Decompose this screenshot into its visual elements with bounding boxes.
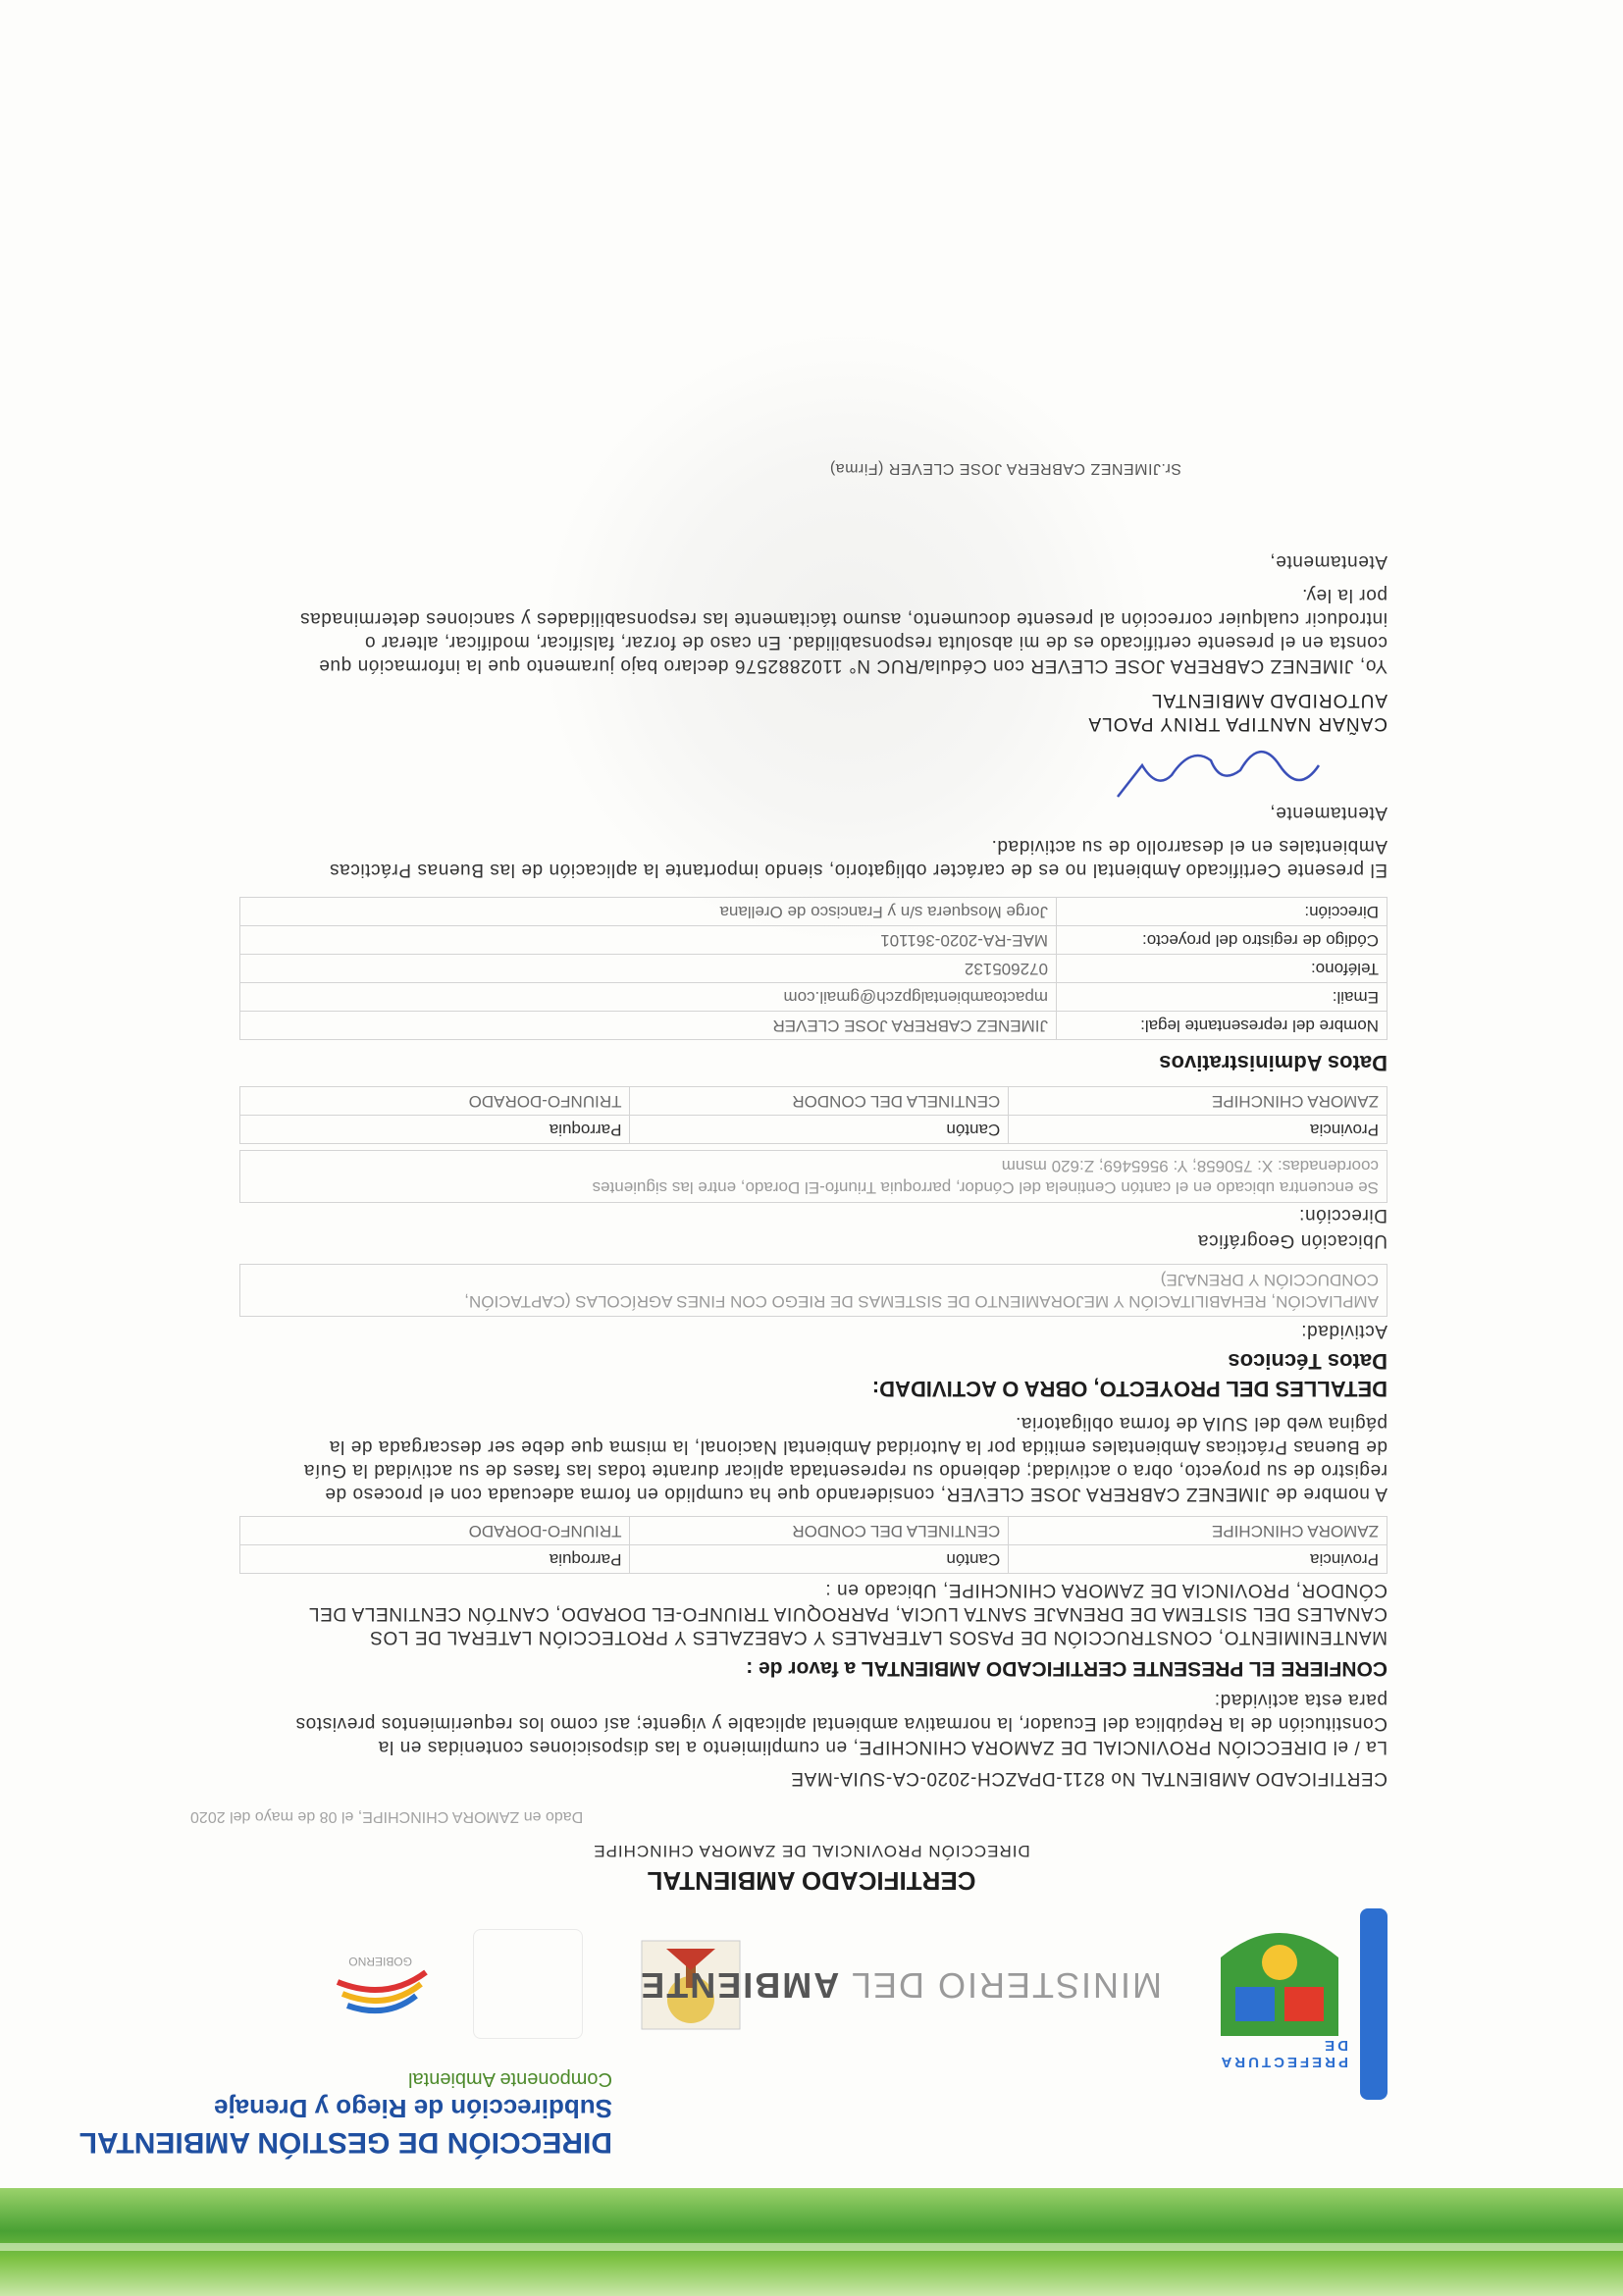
- body-line-4: página web del SUIA de forma obligatoria.: [1015, 1413, 1387, 1434]
- admin-label: Nombre del representante legal:: [1057, 1012, 1387, 1040]
- table-header-provincia: Provincia: [1009, 1545, 1387, 1574]
- ministry-logo-text: [639, 1964, 1162, 2006]
- intro-line-2: Constitución de la República del Ecuador, la normativa ambiental aplicable y vigente; así como los requerimientos previstos: [294, 1713, 1387, 1734]
- table-row: [240, 1116, 1387, 1144]
- signer-role: AUTORIDAD AMBIENTAL: [1150, 690, 1387, 710]
- body-line-3: de Buenas Prácticas Ambientales emitida por la Autoridad Ambiental Nacional, la misma que debe ser descargada de la: [329, 1436, 1387, 1457]
- municipal-seal-logo: [473, 1929, 583, 2039]
- ministry-right: AMBIENTE: [639, 1965, 840, 2006]
- certificate-title: CERTIFICADO AMBIENTAL: [647, 1866, 976, 1896]
- actividad-box: [239, 1264, 1387, 1317]
- intro-line-3: para esta actividad:: [1214, 1690, 1387, 1710]
- table-row: [240, 1012, 1387, 1040]
- atentamente-1: Atentamente,: [1269, 803, 1387, 823]
- admin-label: Código de registro del proyecto:: [1057, 926, 1387, 955]
- certificate-issuer: DIRECCIÓN PROVINCIAL DE ZAMORA CHINCHIPE: [593, 1842, 1030, 1860]
- oath-line-3: introducir cualquier corrección al presente documento, asumo tácitamente las responsabilidades y sanciones determinadas: [299, 608, 1387, 629]
- location-table-2: [239, 1086, 1387, 1144]
- table-row: [240, 983, 1387, 1012]
- table-cell-parroquia: TRIUNFO-DORADO: [240, 1087, 630, 1116]
- admin-label: Email:: [1057, 983, 1387, 1012]
- admin-value: mpactoambientalgpzch@gmail.com: [240, 983, 1057, 1012]
- table-cell-parroquia: TRIUNFO-DORADO: [240, 1517, 630, 1545]
- signature-icon: [1103, 736, 1329, 805]
- green-header-band: [0, 2188, 1623, 2296]
- actividad-line-2: CONDUCCIÓN Y DRENAJE): [1160, 1271, 1379, 1289]
- table-header-parroquia: Parroquia: [240, 1545, 630, 1574]
- details-heading: DETALLES DEL PROYECTO, OBRA O ACTIVIDAD:: [871, 1377, 1387, 1401]
- datos-tecnicos-heading: Datos Técnicos: [1228, 1349, 1387, 1374]
- admin-value: MAE-RA-2020-361101: [240, 926, 1057, 955]
- oath-line-1: Yo, JIMENEZ CABRERA JOSE CLEVER con Cédula/RUC N° 1102882576 declaro bajo juramento que la información que: [318, 655, 1387, 676]
- direccion-line-1: Se encuentra ubicado en el cantón Centinela del Cóndor, parroquia Triunfo-El Dorado, entre las siguientes: [592, 1178, 1379, 1197]
- admin-label: Teléfono:: [1057, 955, 1387, 983]
- department-subtitle: Subdirección de Riego y Drenaje: [214, 2094, 612, 2123]
- table-row: [240, 1517, 1387, 1545]
- body-line-2: registro de su proyecto, obra o actividad; debiendo su representada aplicar durante todas las fases de su actividad la Guía: [303, 1460, 1387, 1481]
- table-row: [240, 1545, 1387, 1574]
- admin-label: Dirección:: [1057, 898, 1387, 926]
- gobierno-logo-text: GOBIERNO: [348, 1955, 412, 1968]
- oath-line-2: consta en el presente certificado es de mi absoluta responsabilidad. En caso de forzar, falsificar, modificar, alterar o: [364, 632, 1387, 652]
- atentamente-2: Atentamente,: [1269, 551, 1387, 572]
- intro-line-1: La / el DIRECCIÓN PROVINCIAL DE ZAMORA CHINCHIPE, en cumplimiento a las disposiciones contenidas en la: [378, 1737, 1387, 1757]
- department-title: DIRECCIÓN DE GESTIÓN AMBIENTAL: [79, 2126, 612, 2159]
- table-cell-canton: CENTINELA DEL CONDOR: [630, 1087, 1009, 1116]
- firma-line: Sr.JIMENEZ CABRERA JOSE CLEVER (Firma): [829, 460, 1181, 477]
- signer-name: CAÑAR NANTIPA TRINY PAOLA: [1087, 713, 1387, 734]
- body-line-1: A nombre de JIMENEZ CABRERA JOSE CLEVER, considerando que ha cumplido en forma adecuada con el proceso de: [324, 1484, 1387, 1504]
- project-line-1: MANTENIMIENTO, CONSTRUCCIÓN DE PASOS LATERALES Y CABEZALES Y PROTECCIÓN LATERAL DE LOS: [369, 1627, 1387, 1647]
- oath-line-4: por la ley.: [1301, 585, 1387, 605]
- place-date: Dado en ZAMORA CHINCHIPE, el 08 de mayo del 2020: [190, 1808, 584, 1825]
- location-table-1: [239, 1516, 1387, 1574]
- direccion-line-2: coordenadas: X: 750658; Y: 9565469; Z:620 msnm: [1001, 1157, 1379, 1175]
- table-header-parroquia: Parroquia: [240, 1116, 630, 1144]
- actividad-line-1: AMPLIACIÓN, REHABILITACIÓN Y MEJORAMIENTO DE SISTEMAS DE RIEGO CON FINES AGRÍCOLAS (CAPTACIÓN,: [464, 1292, 1379, 1311]
- project-line-3: CÓNDOR, PROVINCIA DE ZAMORA CHINCHIPE, Ubicado en :: [824, 1580, 1387, 1600]
- direccion-box: [239, 1150, 1387, 1203]
- table-header-canton: Cantón: [630, 1116, 1009, 1144]
- table-header-provincia: Provincia: [1009, 1116, 1387, 1144]
- certificate-number: CERTIFICADO AMBIENTAL No 8211-DPAZCH-2020-CA-SUIA-MAE: [790, 1768, 1387, 1789]
- table-header-canton: Cantón: [630, 1545, 1009, 1574]
- datos-administrativos-heading: Datos Administrativos: [1159, 1051, 1387, 1075]
- closing-line-1: El presente Certificado Ambiental no es de carácter obligatorio, siendo importante la aplicación de las Buenas Prácticas: [329, 860, 1387, 880]
- table-cell-provincia: ZAMORA CHINCHIPE: [1009, 1517, 1387, 1545]
- project-line-2: CANALES DEL SISTEMA DE DRENAJE SANTA LUCIA, PARROQUIA TRIUNFO-EL DORADO, CANTÓN CENTINELA DEL: [308, 1603, 1387, 1624]
- admin-value: Jorge Mosquera s/n y Francisco de Orellana: [240, 898, 1057, 926]
- table-cell-provincia: ZAMORA CHINCHIPE: [1009, 1087, 1387, 1116]
- prefectura-text: PREFECTURA DE: [1219, 2037, 1348, 2070]
- gobierno-logo: [318, 1943, 445, 2041]
- direccion-label: Dirección:: [1298, 1205, 1387, 1226]
- prefectura-blue-bar: [1360, 1908, 1387, 2100]
- prefectura-logo: [1201, 1904, 1387, 2100]
- ubicacion-label: Ubicación Geográfica: [1197, 1230, 1387, 1251]
- table-row: [240, 955, 1387, 983]
- ministry-left: MINISTERIO DEL: [851, 1965, 1162, 2006]
- closing-line-2: Ambientales en el desarrollo de su actividad.: [990, 836, 1387, 857]
- department-component: Componente Ambiental: [408, 2068, 612, 2090]
- table-row: [240, 1087, 1387, 1116]
- actividad-label: Actividad:: [1300, 1321, 1387, 1341]
- admin-value: JIMENEZ CABRERA JOSE CLEVER: [240, 1012, 1057, 1040]
- admin-value: 072605132: [240, 955, 1057, 983]
- prefectura-coat-of-arms-icon: [1211, 1908, 1348, 2046]
- confiere-heading: CONFIERE EL PRESENTE CERTIFICADO AMBIENTAL a favor de :: [746, 1657, 1387, 1680]
- table-cell-canton: CENTINELA DEL CONDOR: [630, 1517, 1009, 1545]
